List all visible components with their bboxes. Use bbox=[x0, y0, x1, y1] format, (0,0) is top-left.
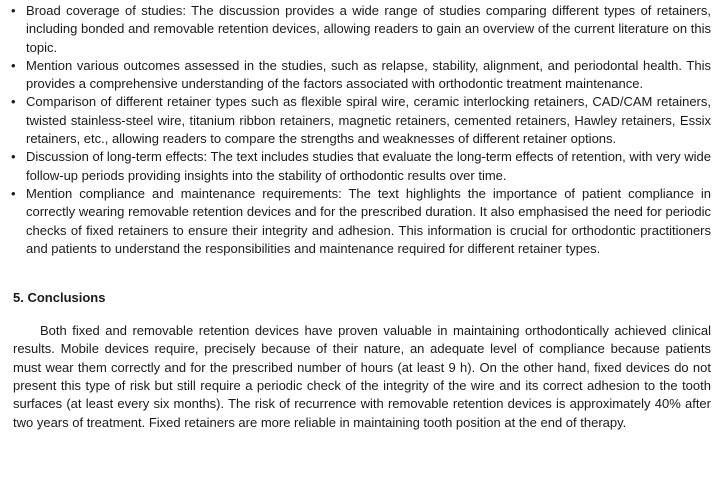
bullet-item bbox=[10, 185, 711, 258]
bullet-text: Discussion of long-term effects: The text includes studies that evaluate the long-term effects of retention, with very wide follow-up periods providing insights into the stability of orthodontic results over time. bbox=[26, 149, 712, 183]
bullet-text: Mention compliance and maintenance requirements: The text highlights the importance of patient compliance in correctly wearing removable retention devices and for the prescribed duration. It also emphasised the need for periodic checks of fixed retainers to ensure their integrity and adhesion. This information is crucial for orthodontic practitioners and patients to understand the responsibilities and maintenance required for different retainer types. bbox=[26, 185, 711, 256]
bullet-item bbox=[10, 93, 711, 148]
strengths-bullet-list bbox=[10, 2, 711, 258]
bullet-text: Mention various outcomes assessed in the studies, such as relapse, stability, alignment, and periodontal health. This provides a comprehensive understanding of the factors associated with orthodontic treatment maintenance. bbox=[26, 57, 711, 92]
bullet-marker: • bbox=[11, 185, 16, 201]
bullet-marker: • bbox=[11, 94, 16, 110]
bullet-item bbox=[10, 148, 711, 185]
conclusions-heading: 5. Conclusions bbox=[13, 290, 106, 306]
conclusions-paragraph: Both fixed and removable retention devices have proven valuable in maintaining orthodontically achieved clinical results. Mobile devices require, precisely because of their nature, an adequate level of compliance because patients must wear them correctly and for the prescribed number of hours (at least 9 h). On the other hand, fixed devices do not present this type of risk but still require a periodic check of the integrity of the wire and its correct adhesion to the tooth surfaces (at least every six months). The risk of recurrence with removable retention devices is approximately 40% after two years of treatment. Fixed retainers are more reliable in maintaining tooth position at the end of therapy. bbox=[13, 323, 711, 430]
bullet-marker: • bbox=[11, 57, 16, 73]
bullet-item bbox=[10, 57, 711, 94]
bullet-text: Broad coverage of studies: The discussion provides a wide range of studies comparing different types of retainers, including bonded and removable retention devices, allowing readers to gain an overview of the current literature on this topic. bbox=[26, 3, 711, 55]
bullet-marker: • bbox=[11, 3, 16, 18]
bullet-marker: • bbox=[11, 149, 16, 165]
bullet-item bbox=[10, 2, 711, 57]
bullet-text: Comparison of different retainer types such as flexible spiral wire, ceramic interlocking retainers, CAD/CAM retainers, twisted stainless-steel wire, titanium ribbon retainers, magnetic retainers, cemented retainers, Hawley retainers, Essix retainers, etc., allowing readers to compare the strengths and weaknesses of different retainer options. bbox=[26, 94, 711, 147]
